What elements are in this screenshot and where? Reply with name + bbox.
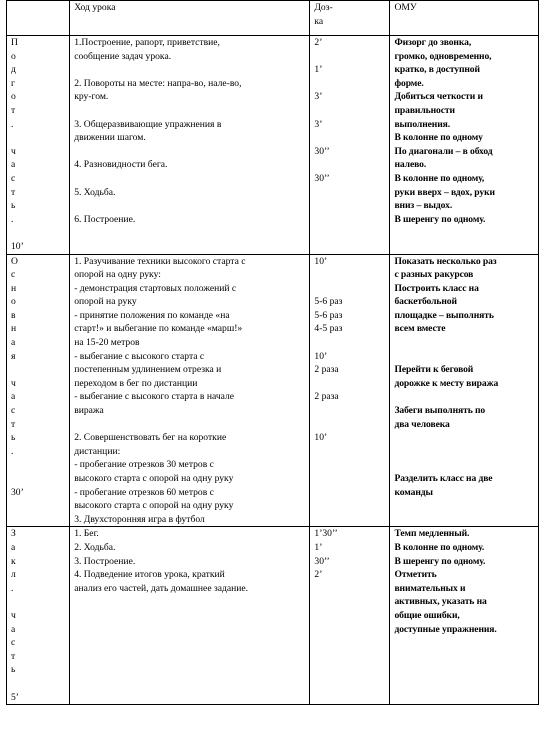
header-dose-label-2: ка	[314, 15, 324, 27]
dose-line: 10’	[314, 350, 328, 362]
label-line	[11, 595, 65, 609]
lines-line: - пробегание отрезков 30 метров с	[74, 459, 214, 471]
lines-line: 2. Ходьба.	[74, 541, 116, 553]
label-line: д	[11, 64, 16, 76]
label-line: с	[11, 405, 16, 417]
notes-line: В шеренгу по одному.	[394, 213, 486, 225]
label-line: ь	[11, 664, 16, 676]
notes-line: Построить класс на	[394, 282, 479, 294]
dose-line	[314, 50, 385, 64]
notes-line: правильности	[394, 104, 455, 116]
notes-line: общие ошибки,	[394, 609, 460, 621]
dose-line	[314, 282, 385, 296]
notes-line: В колонне по одному.	[394, 541, 485, 553]
notes-line	[394, 350, 534, 364]
label-line: н	[11, 282, 17, 294]
lines-line: опорой на руку	[74, 296, 137, 308]
lines-line: - выбегание с высокого старта с	[74, 350, 205, 362]
lines-line: 1. Бег.	[74, 528, 99, 540]
dose-line: 1’30’’	[314, 528, 338, 540]
label-line: т	[11, 186, 16, 198]
dose-line: 5-6 раз	[314, 309, 343, 321]
lines-line: на 15-20 метров	[74, 337, 140, 349]
label-line: о	[11, 50, 16, 62]
label-line: .	[11, 118, 14, 130]
lines-line	[74, 172, 305, 186]
notes-line: Темп медленный.	[394, 528, 470, 540]
notes-line: В колонне по одному	[394, 132, 483, 144]
lines-line: 4. Подведение итогов урока, краткий	[74, 569, 225, 581]
notes-line: налево.	[394, 159, 427, 171]
notes-line: дорожке к месту виража	[394, 377, 499, 389]
lines-line: - принятие положения по команде «на	[74, 309, 230, 321]
lines-line: постепенным удлинением отрезка и	[74, 364, 222, 376]
header-part-cell	[7, 1, 70, 36]
dose-line	[314, 268, 385, 282]
label-line: ч	[11, 377, 16, 389]
part-label-cell	[7, 254, 70, 527]
part-label-cell	[7, 36, 70, 255]
lines-line: опорой на одну руку:	[74, 269, 161, 281]
lines-line: старт!» и выбегание по команде «марш!»	[74, 323, 243, 335]
label-line: т	[11, 650, 16, 662]
label-line	[11, 677, 65, 691]
notes-line: два человека	[394, 418, 450, 430]
notes-line: кратко, в доступной	[394, 64, 480, 76]
lines-line: 1.Построение, рапорт, приветствие,	[74, 37, 220, 48]
preparatory-part-row	[7, 36, 539, 255]
notes-line: В колонне по одному,	[394, 172, 485, 184]
dose-line: 1’	[314, 541, 323, 553]
lines-line	[74, 418, 305, 432]
course-cell	[70, 254, 310, 527]
notes-line	[394, 390, 534, 404]
notes-line: Разделить класс на две	[394, 473, 493, 484]
dose-line	[314, 158, 385, 172]
notes-cell	[390, 527, 539, 705]
header-omu-cell	[390, 1, 539, 36]
label-line	[11, 472, 65, 486]
notes-line: доступные упражнения.	[394, 623, 497, 635]
label-line: а	[11, 337, 16, 349]
label-line: к	[11, 555, 16, 567]
final-part-row	[7, 527, 539, 705]
label-line: т	[11, 418, 16, 430]
notes-line: По диагонали – в обход	[394, 145, 493, 157]
lines-line: 4. Разновидности бега.	[74, 159, 168, 171]
lines-line: 5. Ходьба.	[74, 186, 116, 198]
dose-line	[314, 377, 385, 391]
label-line	[11, 458, 65, 472]
label-line: ч	[11, 609, 16, 621]
lines-line: кру-гом.	[74, 91, 109, 103]
dose-line: 2’	[314, 569, 323, 581]
lines-line: - выбегание с высокого старта в начале	[74, 391, 235, 403]
notes-line: баскетбольной	[394, 296, 457, 308]
lines-line	[74, 199, 305, 213]
label-line: О	[11, 255, 18, 267]
label-line: т	[11, 104, 16, 116]
dose-line	[314, 77, 385, 91]
label-line: а	[11, 541, 16, 553]
dose-line: 3’	[314, 118, 323, 130]
notes-line: с разных ракурсов	[394, 269, 474, 281]
header-omu-label: ОМУ	[394, 2, 417, 13]
dose-line: 10’	[314, 432, 328, 444]
label-line: я	[11, 350, 16, 362]
course-cell	[70, 36, 310, 255]
dose-line	[314, 418, 385, 432]
lines-line: 2. Совершенствовать бег на короткие	[74, 432, 227, 444]
notes-line	[394, 458, 534, 472]
notes-line: Отметить	[394, 569, 437, 581]
lines-line: 2. Повороты на месте: напра-во, нале-во,	[74, 77, 242, 89]
lines-line: 1. Разучивание техники высокого старта с	[74, 255, 246, 267]
notes-line: Показать несколько раз	[394, 255, 497, 267]
dose-line	[314, 104, 385, 118]
header-course-label: Ход урока	[74, 2, 116, 13]
label-line: г	[11, 77, 15, 89]
dose-line: 2 раза	[314, 364, 339, 376]
lines-line	[74, 104, 305, 118]
dose-line: 1’	[314, 64, 323, 76]
lines-line: виража	[74, 405, 104, 417]
label-line: ч	[11, 145, 16, 157]
label-line: о	[11, 296, 16, 308]
notes-line: руки вверх – вдох, руки	[394, 186, 495, 198]
lines-line: - демонстрация стартовых положений с	[74, 282, 237, 294]
notes-line: вниз – выдох.	[394, 200, 453, 212]
label-line: с	[11, 637, 16, 649]
lines-line: 6. Построение.	[74, 213, 136, 225]
label-line: ь	[11, 200, 16, 212]
label-line: л	[11, 569, 16, 581]
dose-line: 3’	[314, 91, 323, 103]
dose-cell	[310, 254, 390, 527]
dose-line	[314, 404, 385, 418]
dose-line: 4-5 раз	[314, 323, 343, 335]
dose-line: 30’’	[314, 145, 330, 157]
notes-line: всем вместе	[394, 323, 446, 335]
notes-line: Добиться четкости и	[394, 91, 483, 103]
lines-line: 3. Построение.	[74, 555, 136, 567]
label-line: с	[11, 269, 16, 281]
notes-line	[394, 445, 534, 459]
label-line	[11, 226, 65, 240]
label-line: а	[11, 159, 16, 171]
label-line	[11, 131, 65, 145]
header-dose-label-1: Доз-	[314, 2, 333, 13]
label-line: о	[11, 91, 16, 103]
label-line: с	[11, 172, 16, 184]
label-line: н	[11, 323, 17, 335]
label-line	[11, 363, 65, 377]
label-line: в	[11, 309, 16, 321]
header-course-cell	[70, 1, 310, 36]
lines-line	[74, 63, 305, 77]
lines-line	[74, 145, 305, 159]
dose-line: 10’	[314, 255, 328, 267]
part-label-cell	[7, 527, 70, 705]
notes-line: Перейти к беговой	[394, 364, 474, 376]
lesson-plan-table	[6, 0, 539, 705]
dose-line	[314, 131, 385, 145]
lines-line: сообщение задач урока.	[74, 50, 172, 62]
dose-line: 2 раза	[314, 391, 339, 403]
lines-line: дистанции:	[74, 445, 121, 457]
notes-line: Физорг до звонка,	[394, 37, 472, 48]
label-line: 30’	[11, 486, 24, 498]
notes-line	[394, 336, 534, 350]
lines-line: высокого старта с опорой на одну руку	[74, 473, 234, 484]
notes-line: активных, указать на	[394, 596, 487, 608]
dose-cell	[310, 36, 390, 255]
dose-line: 2’	[314, 37, 323, 48]
notes-line: Забеги выполнять по	[394, 405, 486, 417]
notes-line: команды	[394, 486, 433, 498]
header-row	[7, 1, 539, 36]
dose-line	[314, 336, 385, 350]
notes-line	[394, 431, 534, 445]
lines-line: 3. Двухсторонняя игра в футбол	[74, 513, 205, 525]
notes-line: В шеренгу по одному.	[394, 555, 486, 567]
lines-line: 3. Общеразвивающие упражнения в	[74, 118, 222, 130]
dose-line: 30’’	[314, 172, 330, 184]
lines-line: - пробегание отрезков 60 метров с	[74, 486, 214, 498]
label-line: ь	[11, 432, 16, 444]
label-line: .	[11, 213, 14, 225]
label-line: .	[11, 445, 14, 457]
notes-cell	[390, 254, 539, 527]
notes-cell	[390, 36, 539, 255]
notes-line: площадке – выполнять	[394, 309, 494, 321]
label-line: П	[11, 37, 18, 48]
dose-line: 5-6 раз	[314, 296, 343, 308]
label-line: .	[11, 582, 14, 594]
notes-line: форме.	[394, 77, 424, 89]
lines-line: движении шагом.	[74, 132, 146, 144]
label-line: а	[11, 391, 16, 403]
lines-line: переходом в бег по дистанции	[74, 377, 198, 389]
label-line: 5’	[11, 691, 19, 703]
dose-cell	[310, 527, 390, 705]
main-part-row	[7, 254, 539, 527]
lines-line: высокого старта с опорой на одну руку	[74, 500, 234, 512]
label-line: 10’	[11, 240, 24, 252]
notes-line: выполнения.	[394, 118, 451, 130]
lines-line: анализ его частей, дать домашнее задание.	[74, 582, 249, 594]
course-cell	[70, 527, 310, 705]
header-dose-cell	[310, 1, 390, 36]
dose-line: 30’’	[314, 555, 330, 567]
notes-line: внимательных и	[394, 582, 466, 594]
notes-line: громко, одновременно,	[394, 50, 492, 62]
label-line: З	[11, 528, 16, 540]
label-line: а	[11, 623, 16, 635]
